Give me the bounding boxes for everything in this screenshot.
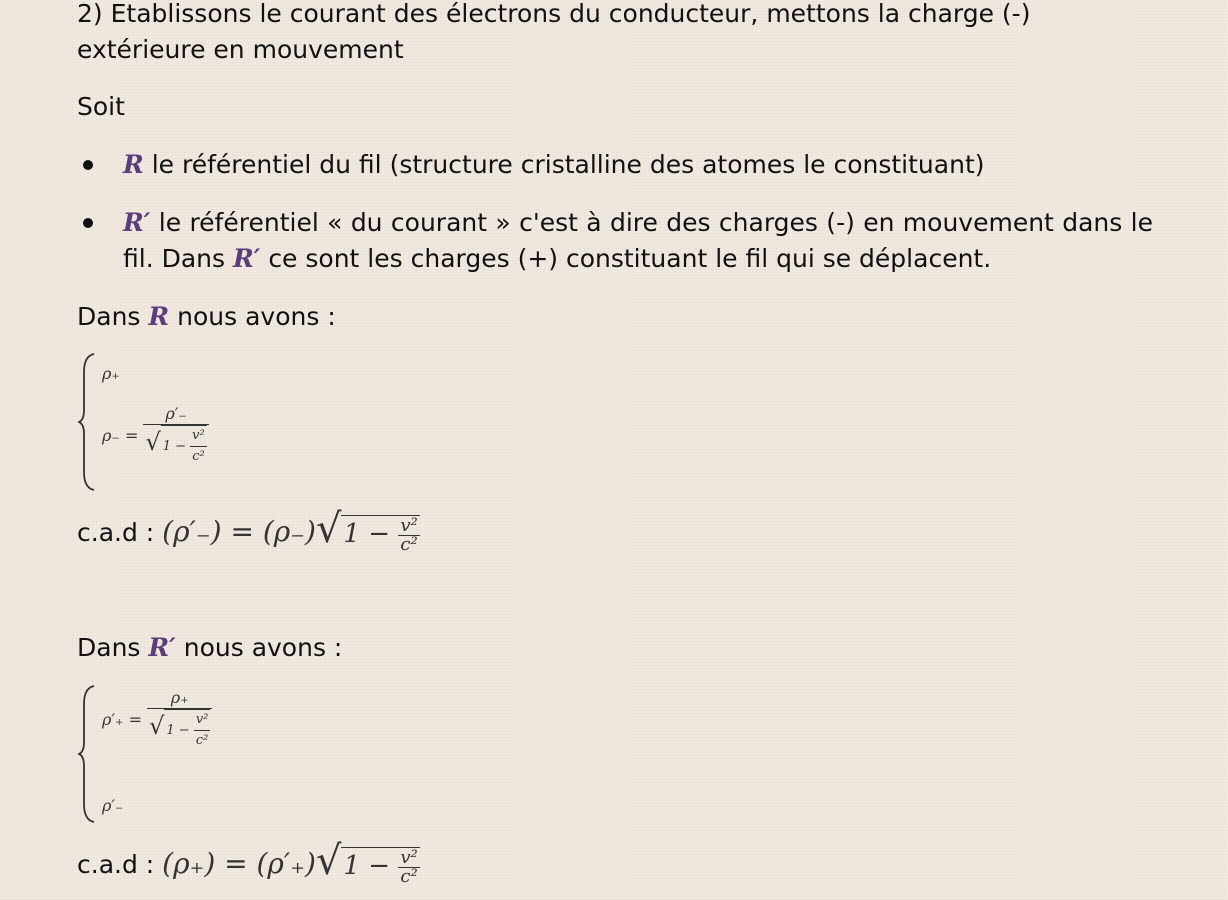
eq2-den-v2: v² [195, 712, 209, 727]
section-r-symbol: R [148, 302, 170, 331]
soit-label: Soit [77, 92, 125, 121]
cad-rprime-sqrt: √1 − $\frac{\text{v²}}{\text{c²}}$ [315, 838, 418, 887]
cad-rprime-c2: c² [398, 867, 419, 886]
cad-rprime-lhs: (ρ₊) = (ρ′₊) [162, 847, 316, 880]
bullet-dot-2 [83, 218, 93, 228]
eq-rho-prime-plus-lhs: ρ′₊ = [102, 709, 142, 729]
cad-r-sqrt: √1 − $\frac{\text{v²}}{\text{c²}}$ [315, 506, 418, 555]
sqrt-sign: √ 1 − $\frac{\text{v²}}{\text{c²}}$ [149, 709, 210, 751]
eq-rho-minus-num: ρ′₋ [165, 404, 187, 423]
cad-rprime-v2: v² [400, 846, 418, 868]
cad-r-frac [398, 514, 419, 555]
cad-r [77, 506, 420, 555]
section-r-prefix: Dans [77, 302, 141, 331]
eq-rho-minus-lhs: ρ₋ = [102, 425, 139, 445]
cad-r-v2: v² [400, 514, 418, 536]
section-r-heading [77, 299, 336, 335]
eq-den-v2: v² [192, 428, 205, 443]
eq-rho-prime-plus-frac [147, 688, 212, 751]
cad-rprime-frac [398, 846, 419, 887]
brace-rprime [78, 684, 98, 824]
sqrt-sign: √ 1 − $\frac{\text{v²}}{\text{c²}}$ [145, 425, 206, 467]
symbol-r: R [123, 150, 144, 179]
intro-paragraph: 2) Etablissons le courant des électrons du conducteur, mettons la charge (-) extérieure en mouvement [77, 0, 1031, 64]
section-rprime-symbol: R′ [148, 633, 176, 662]
eq2-den-frac [194, 710, 211, 751]
bullet-text-rprime-b: ce sont les charges (+) constituant le fil qui se déplacent. [268, 244, 992, 273]
symbol-rprime-inline: R′ [232, 244, 261, 273]
bullet-item-r [123, 147, 1153, 183]
cad-r-one-minus: 1 − [343, 519, 391, 550]
eq-rho-plus: ρ₊ [102, 364, 120, 383]
bullet-dot-1 [83, 160, 93, 170]
section-r-suffix: nous avons : [177, 302, 336, 331]
brace-r [78, 352, 98, 492]
eq-rho-minus-den [143, 424, 208, 467]
eq-rho-prime-minus: ρ′₋ [102, 796, 124, 815]
eq-rho-prime-plus-num: ρ₊ [170, 688, 189, 707]
cad-rprime [77, 838, 420, 887]
cad-r-lhs: (ρ′₋) = (ρ₋) [162, 515, 316, 548]
eq-rho-prime-plus [102, 688, 212, 751]
eq-rho-minus [102, 404, 209, 467]
cad-rprime-label: c.a.d : [77, 850, 155, 879]
eq-den-c2: c² [190, 446, 207, 467]
symbol-rprime: R′ [123, 208, 151, 237]
section-rprime-suffix: nous avons : [183, 633, 343, 662]
bullet-item-rprime [123, 205, 1153, 277]
eq-rho-minus-frac [143, 404, 208, 467]
eq-rho-prime-plus-den [147, 708, 212, 751]
bullet-text-rprime-a: le référentiel « du courant » c'est à dire des charges (-) en mouvement dans le fil. Dans [123, 208, 1153, 273]
eq-den-one-minus: 1 − [162, 439, 187, 454]
eq-den-frac [190, 426, 207, 467]
section-rprime-heading [77, 630, 342, 666]
eq2-den-one-minus: 1 − [166, 723, 190, 738]
cad-r-label: c.a.d : [77, 518, 155, 547]
eq2-den-c2: c² [194, 730, 211, 751]
cad-r-c2: c² [398, 535, 419, 554]
cad-rprime-one-minus: 1 − [343, 851, 391, 882]
section-rprime-prefix: Dans [77, 633, 141, 662]
bullet-text-r: le référentiel du fil (structure cristalline des atomes le constituant) [151, 150, 985, 179]
